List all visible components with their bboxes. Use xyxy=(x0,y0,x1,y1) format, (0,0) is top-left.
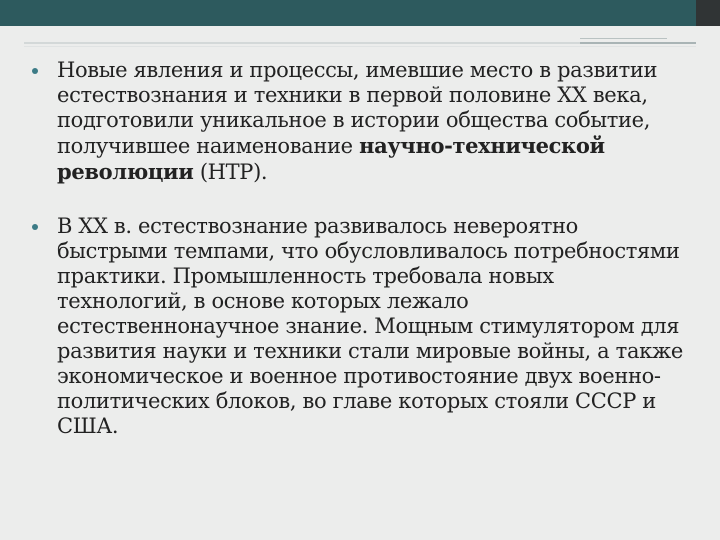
bullet-text-end: (НТР). xyxy=(193,160,268,184)
bullet-bold-term: научно-технической революции xyxy=(57,133,605,184)
divider-rule-right xyxy=(580,42,696,44)
slide-body xyxy=(30,58,690,439)
divider-rule xyxy=(24,42,580,44)
bullet-dot-icon xyxy=(32,68,38,74)
header-band-dark xyxy=(696,0,720,26)
header-band xyxy=(0,0,720,26)
bullet-item-xx-century xyxy=(30,214,690,439)
bullet-item-ntr xyxy=(30,58,690,185)
bullet-dot-icon xyxy=(32,224,38,230)
divider-accent xyxy=(580,38,667,39)
header-band-teal xyxy=(0,0,696,26)
bullet-text: Новые явления и процессы, имевшие место в развитии естествознания и техники в первой половине XX века, подготовили уникальное в истории общества событие, получившее наименование xyxy=(57,58,658,158)
divider-thin xyxy=(24,46,696,47)
bullet-text: В XX в. естествознание развивалось невероятно быстрыми темпами, что обусловливалось потребностями практики. Промышленность требовала новых технологий, в основе которых лежало естественнонаучное знание. Мощным стимулятором для развития науки и техники стали мировые войны, а также экономическое и военное противостояние двух военно-политических блоков, во главе которых стояли СССР и США. xyxy=(57,214,683,438)
